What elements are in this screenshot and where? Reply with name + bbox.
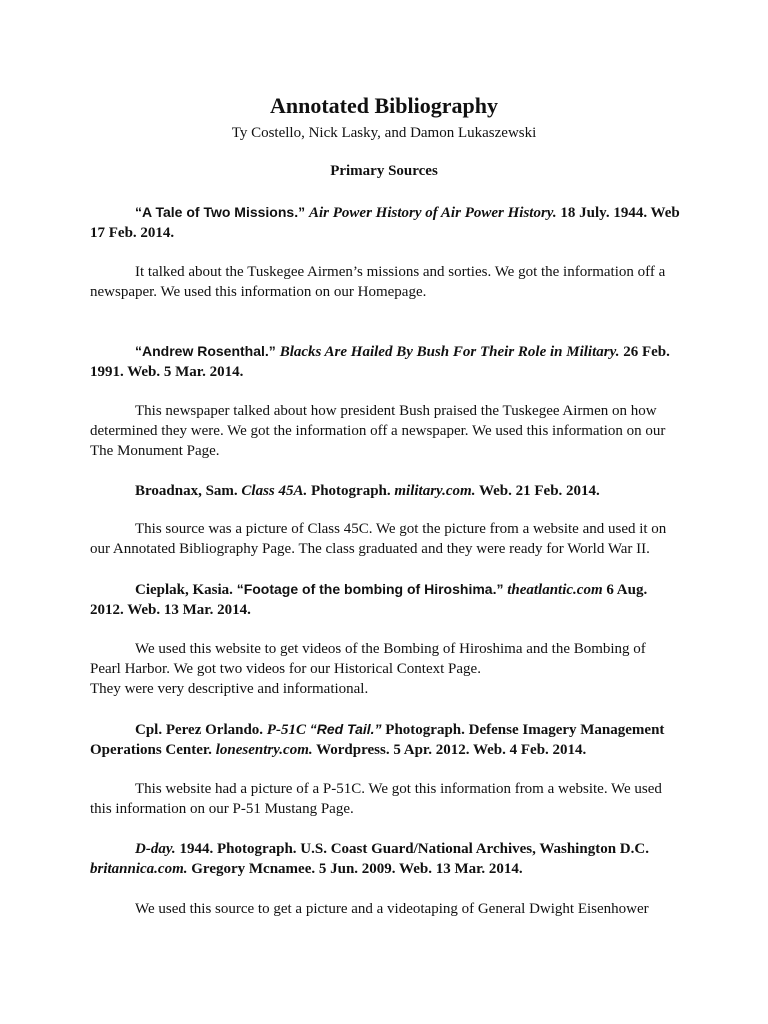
annotation-3: This source was a picture of Class 45C. We got the picture from a website and used it on our Annotated Bibliography Page. The class graduated and they were ready for World War II. <box>90 521 667 557</box>
annotation-6: We used this source to get a picture and a videotaping of General Dwight Eisenhower <box>135 901 649 917</box>
citation-3 <box>90 481 680 501</box>
annotation-1: It talked about the Tuskegee Airmen’s missions and sorties. We got the information off a newspaper. We used this information on our Homepage. <box>90 264 666 300</box>
citation-3-site: military.com. <box>394 483 476 499</box>
citation-1-part: “A Tale of Two Missions.” <box>135 204 309 220</box>
annotation-4 <box>90 639 680 699</box>
citation-6-details: 1944. Photograph. U.S. Coast Guard/National Archives, Washington D.C. <box>175 841 649 857</box>
citation-6 <box>90 839 680 879</box>
citation-5-publisher: Photograph. Defense Imagery Management Operations Center. <box>90 722 665 758</box>
citation-3-title: Class 45A. <box>241 483 308 499</box>
citation-1-source: Air Power History of Air Power History. <box>308 205 557 221</box>
document-title: Annotated Bibliography <box>270 93 498 118</box>
citation-5-site: lonesentry.com. <box>215 742 313 758</box>
annotation-2: This newspaper talked about how president Bush praised the Tuskegee Airmen on how determined they were. We got the information off a newspaper. We used this information on our The Monument Page. <box>90 403 666 459</box>
citation-5-title: P-51C <box>266 722 310 738</box>
citation-4-date: 6 Aug. 2012. Web. 13 Mar. 2014. <box>90 582 648 618</box>
citation-2-date: 26 Feb. 1991. Web. 5 Mar. 2014. <box>90 344 670 380</box>
citation-1 <box>90 202 680 243</box>
citation-5-date: Wordpress. 5 Apr. 2012. Web. 4 Feb. 2014. <box>312 742 587 758</box>
citation-4-author: Cieplak, Kasia. <box>135 582 237 598</box>
citation-4-title: “Footage of the bombing of Hiroshima.” <box>236 581 504 597</box>
citation-2-source: Blacks Are Hailed By Bush For Their Role in Military. <box>279 344 620 360</box>
citation-4 <box>90 579 680 620</box>
citation-2 <box>90 341 680 382</box>
citation-6-title: D-day. <box>135 841 176 857</box>
annotation-4-line-2: They were very descriptive and informational. <box>90 681 369 697</box>
citation-5 <box>90 719 680 760</box>
citation-4-site: theatlantic.com <box>507 582 603 598</box>
annotation-5: This website had a picture of a P-51C. We got this information from a website. We used this information on our P-51 Mustang Page. <box>90 781 662 817</box>
citation-3-medium: Photograph. <box>307 483 395 499</box>
annotation-4-line-1: We used this website to get videos of the Bombing of Hiroshima and the Bombing of Pearl Harbor. We got two videos for our Historical Context Page. <box>90 641 646 677</box>
section-heading-primary-sources: Primary Sources <box>330 163 438 179</box>
authors-line: Ty Costello, Nick Lasky, and Damon Lukaszewski <box>231 125 537 141</box>
citation-5-author: Cpl. Perez Orlando. <box>135 722 267 738</box>
citation-3-date: Web. 21 Feb. 2014. <box>475 483 600 499</box>
citation-1-date: 18 July. 1944. Web 17 Feb. 2014. <box>90 205 680 241</box>
citation-2-part: “Andrew Rosenthal.” <box>135 343 280 359</box>
citation-6-site: britannica.com. <box>90 861 188 877</box>
citation-5-subtitle: “Red Tail.” <box>309 721 382 737</box>
citation-6-date: Gregory Mcnamee. 5 Jun. 2009. Web. 13 Mar. 2014. <box>187 861 523 877</box>
citation-3-author: Broadnax, Sam. <box>135 483 242 499</box>
